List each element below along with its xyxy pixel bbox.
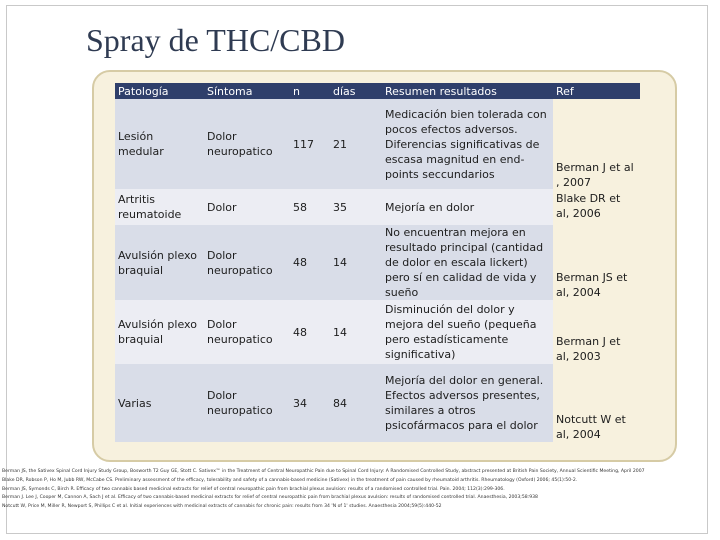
- cell-resumen: Mejoría en dolor: [382, 189, 553, 225]
- cell-ref: [553, 225, 640, 300]
- cell-n: 117: [290, 99, 330, 189]
- ref-text: Berman J et al , 2007: [556, 161, 634, 189]
- cell-patologia: Artritis reumatoide: [115, 189, 204, 225]
- cell-sintoma: Dolor: [204, 189, 290, 225]
- table-row: [115, 364, 640, 442]
- cell-patologia: Lesión medular: [115, 99, 204, 189]
- header-sintoma: Síntoma: [204, 83, 290, 99]
- footnote: Berman JS, Symonds C, Birch R. Efficacy of two cannabis based medicinal extracts for relief of central neuropathic pain from brachial plexus avulsion: results of a randomised controlled trial. Pain. 2004; 112(3):299-306.: [2, 486, 505, 492]
- cell-dias: 35: [330, 189, 382, 225]
- header-n: n: [290, 83, 330, 99]
- cell-dias: 14: [330, 225, 382, 300]
- header-resumen: Resumen resultados: [382, 83, 553, 99]
- footnote: Berman JS, the Sativex Spinal Cord Injury Study Group, Bosworth T2 Guy GE, Stott C. Sativex™ in the Treatment of Central Neuropathic Pain due to Spinal Cord Injury: A Randomised Controlled Study, abstract presented at British Pain Society, Annual Scientific Meeting, April 2007: [2, 469, 645, 474]
- ref-text: Berman J et al, 2003: [556, 335, 621, 363]
- cell-resumen: No encuentran mejora en resultado principal (cantidad de dolor en escala lickert) pero sí en calidad de vida y sueño: [382, 225, 553, 300]
- footnote: Notcutt W, Price M, Miller R, Newport S, Phillips C et al. Initial experiences with medicinal extracts of cannabis for chronic pain: results from 34 'N of 1' studies. Anaesthesia 2004;59(5):440-52: [2, 504, 442, 510]
- cell-ref: [553, 99, 640, 225]
- table-row: [115, 225, 640, 300]
- ref-text: Berman JS et al, 2004: [556, 271, 628, 299]
- table-header-row: [115, 83, 640, 99]
- cell-ref: [553, 364, 640, 442]
- cell-n: 34: [290, 364, 330, 442]
- table-row: [115, 300, 640, 364]
- cell-sintoma: Dolor neuropatico: [204, 99, 290, 189]
- cell-sintoma: Dolor neuropatico: [204, 364, 290, 442]
- header-patologia: Patología: [115, 83, 204, 99]
- results-table: [115, 83, 640, 442]
- slide-title: Spray de THC/CBD: [86, 22, 345, 58]
- cell-sintoma: Dolor neuropatico: [204, 300, 290, 364]
- header-ref: Ref: [553, 83, 640, 99]
- table-row: [115, 99, 640, 189]
- cell-resumen: Medicación bien tolerada con pocos efectos adversos. Diferencias significativas de escasa magnitud en end-points seccundarios: [382, 99, 553, 189]
- cell-patologia: Avulsión plexo braquial: [115, 225, 204, 300]
- cell-sintoma: Dolor neuropatico: [204, 225, 290, 300]
- header-dias: días: [330, 83, 382, 99]
- cell-resumen: Mejoría del dolor en general. Efectos adversos presentes, similares a otros psicofármacos para el dolor: [382, 364, 553, 442]
- cell-dias: 14: [330, 300, 382, 364]
- cell-dias: 84: [330, 364, 382, 442]
- ref-text: Blake DR et al, 2006: [556, 192, 621, 220]
- cell-patologia: Varias: [115, 364, 204, 442]
- cell-n: 48: [290, 300, 330, 364]
- cell-n: 58: [290, 189, 330, 225]
- cell-resumen: Disminución del dolor y mejora del sueño (pequeña pero estadísticamente significativa): [382, 300, 553, 364]
- footnote: Blake DR, Robson P, Ho M, Jubb RW, McCabe CS. Preliminary assessment of the efficacy, tolerability and safety of a cannabis-based medicine (Sativex) in the treatment of pain caused by rheumatoid arthritis. Rheumatology (Oxford) 2006; 45(1):50-2.: [2, 477, 578, 483]
- footnote: Berman J. Lee J, Cooper M, Cannon A, Sach J et al. Efficacy of two cannabis-based medicinal extracts for relief of central neuropathic pain from brachial plexus avulsion: results of randomised controlled trial. Anaesthesia, 2003;58:938: [2, 495, 538, 501]
- cell-dias: 21: [330, 99, 382, 189]
- cell-patologia: Avulsión plexo braquial: [115, 300, 204, 364]
- cell-ref: [553, 300, 640, 364]
- ref-text: Notcutt W et al, 2004: [556, 413, 626, 441]
- footnotes: [2, 468, 718, 512]
- cell-n: 48: [290, 225, 330, 300]
